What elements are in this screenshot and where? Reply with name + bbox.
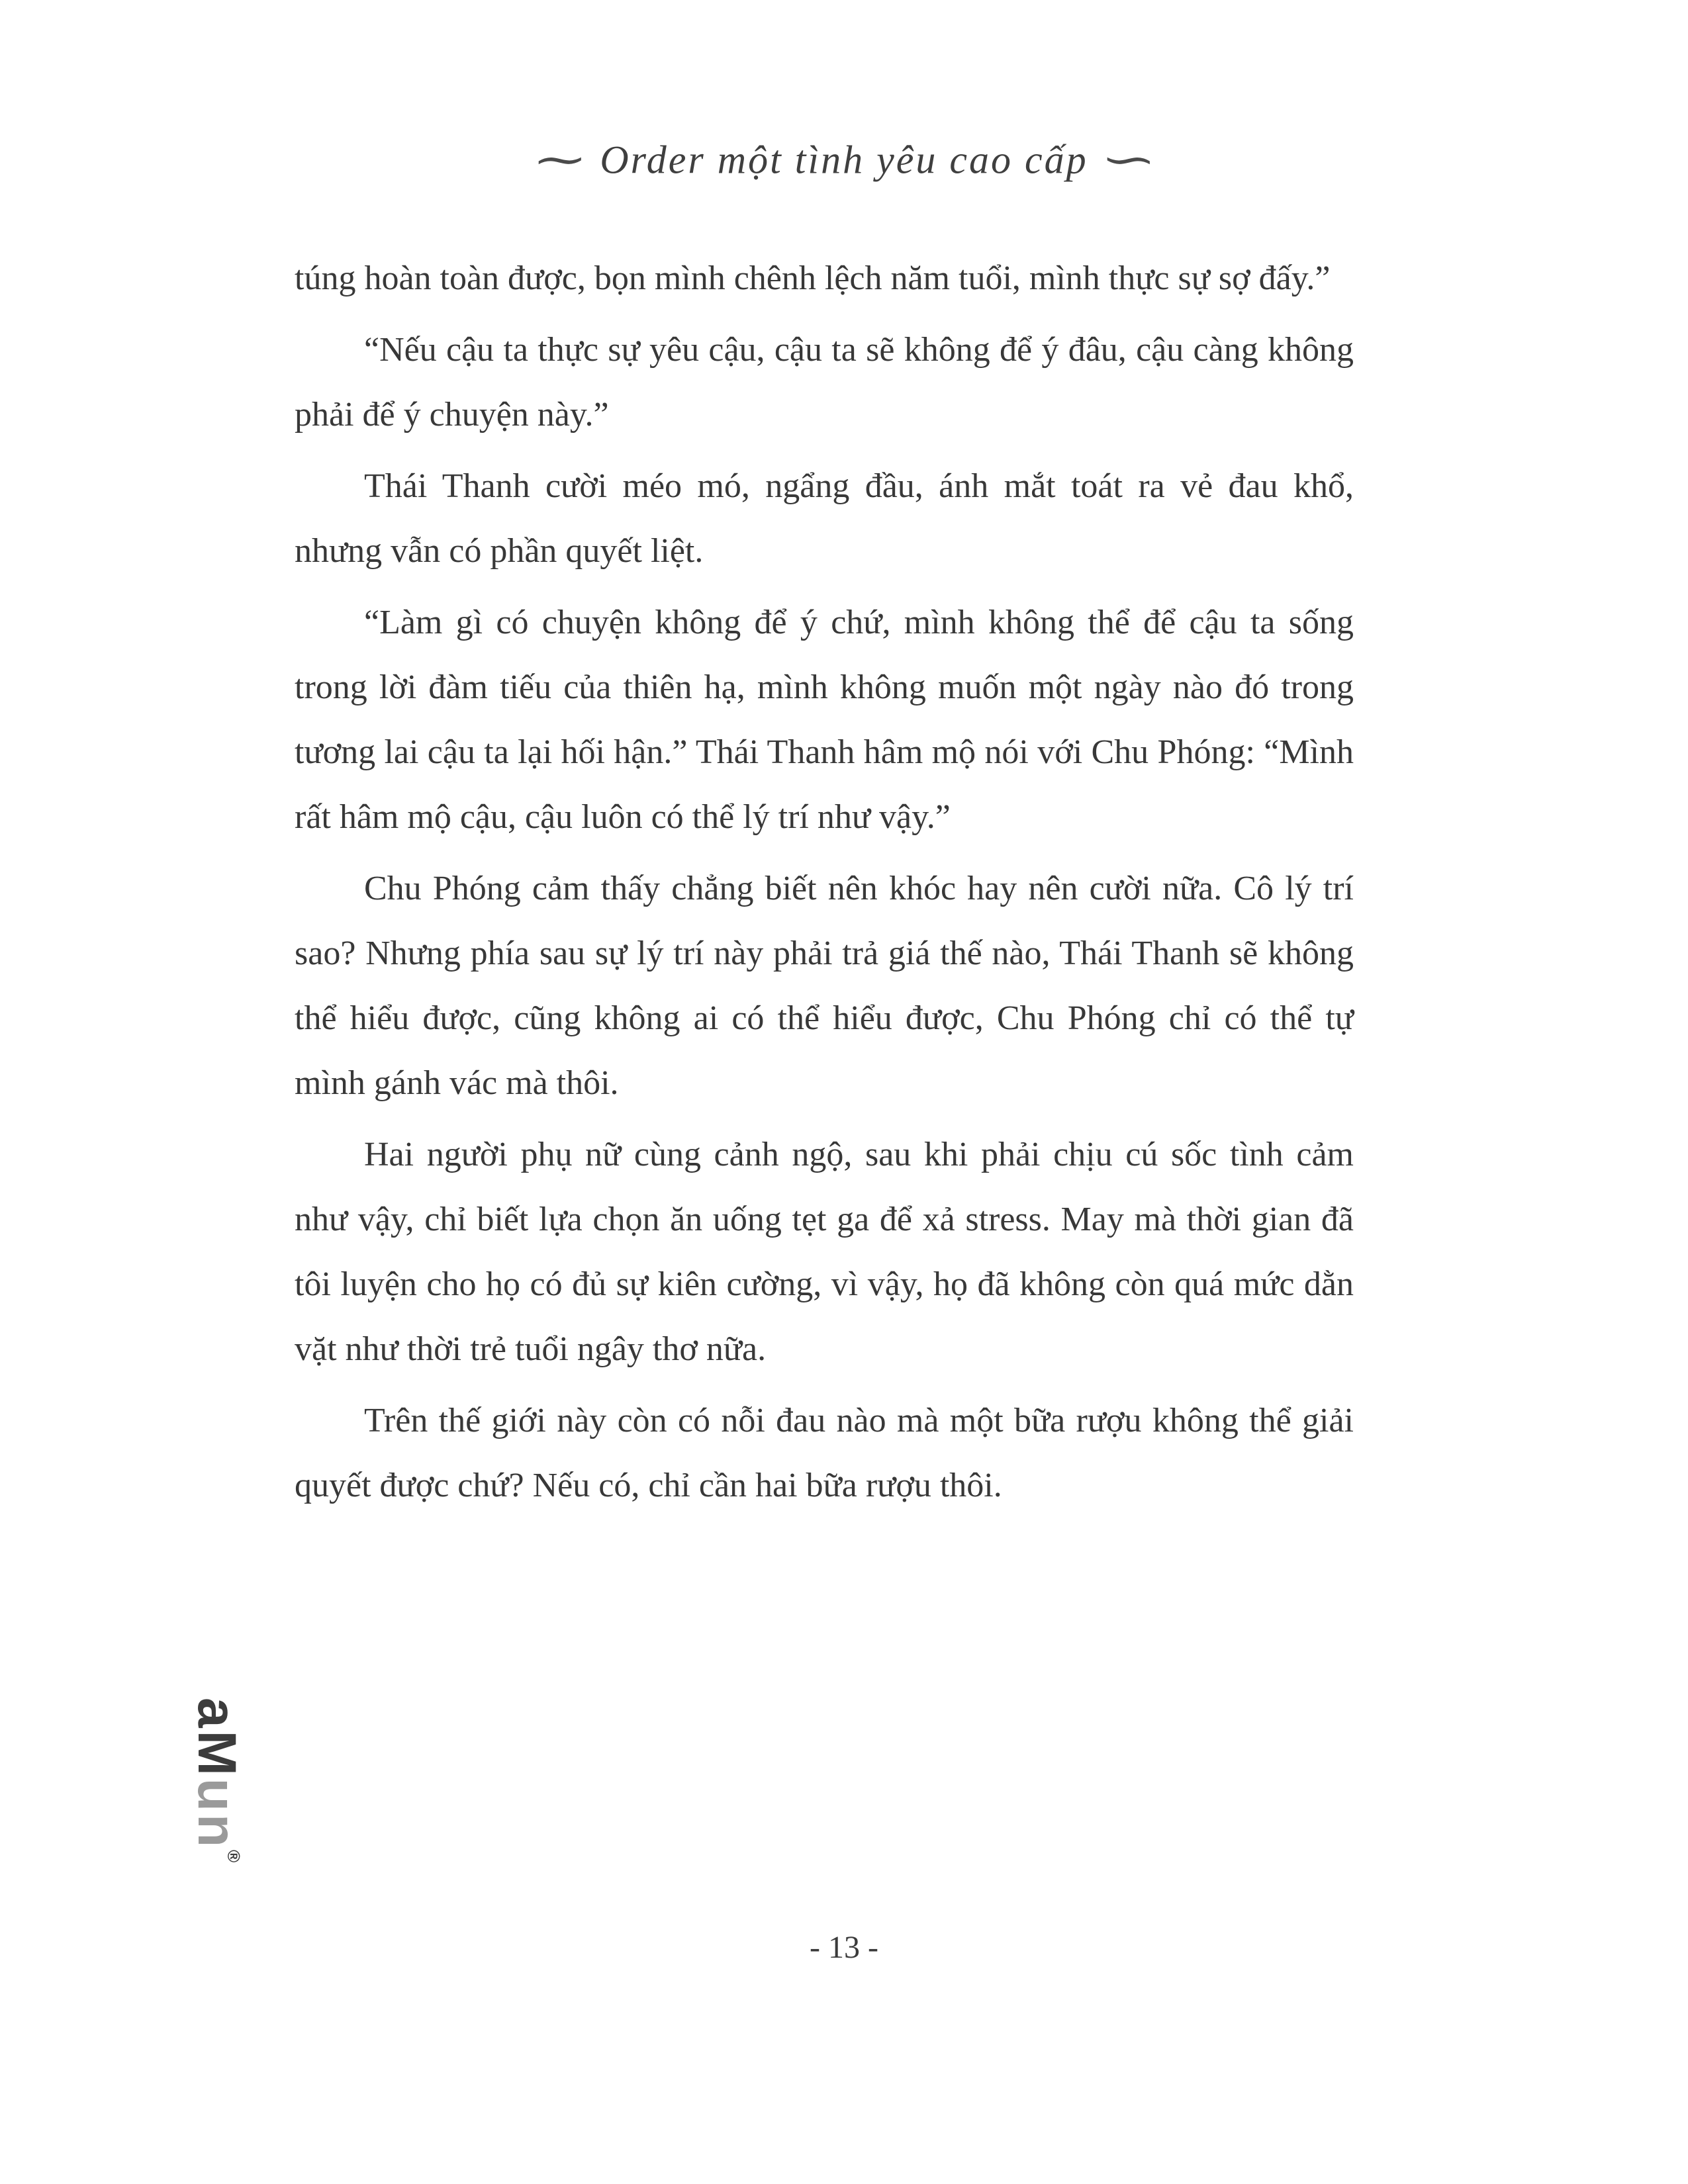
- publisher-logo: [187, 1698, 247, 1863]
- paragraph-1: túng hoàn toàn được, bọn mình chênh lệch năm tuổi, mình thực sự sợ đấy.”: [295, 259, 1331, 297]
- ornament-left-icon: ∼: [531, 136, 588, 185]
- paragraph-6: Hai người phụ nữ cùng cảnh ngộ, sau khi phải chịu cú sốc tình cảm như vậy, chỉ biết lựa chọn ăn uống tẹt ga để xả stress. May mà thời gian đã tôi luyện cho họ có đủ sự kiên cường, vì vậy, họ đã không còn quá mức dằn vặt như thời trẻ tuổi ngây thơ nữa.: [295, 1136, 1354, 1368]
- registered-trademark-icon: ®: [224, 1850, 244, 1863]
- publisher-logo-text-light: un: [187, 1778, 247, 1850]
- paragraph-2: “Nếu cậu ta thực sự yêu cậu, cậu ta sẽ không để ý đâu, cậu càng không phải để ý chuyện này.”: [295, 331, 1354, 433]
- page-number: - 13 -: [810, 1930, 878, 1965]
- running-header: [0, 136, 1688, 185]
- paragraph-5: Chu Phóng cảm thấy chẳng biết nên khóc hay nên cười nữa. Cô lý trí sao? Nhưng phía sau sự lý trí này phải trả giá thế nào, Thái Thanh sẽ không thể hiểu được, cũng không ai có thể hiểu được, Chu Phóng chỉ có thể tự mình gánh vác mà thôi.: [295, 870, 1354, 1102]
- paragraph-7: Trên thế giới này còn có nỗi đau nào mà một bữa rượu không thể giải quyết được chứ? Nếu có, chỉ cần hai bữa rượu thôi.: [295, 1402, 1354, 1504]
- paragraph-3: Thái Thanh cười méo mó, ngẩng đầu, ánh mắt toát ra vẻ đau khổ, nhưng vẫn có phần quyết liệt.: [295, 467, 1354, 570]
- paragraph-4: “Làm gì có chuyện không để ý chứ, mình không thể để cậu ta sống trong lời đàm tiếu của thiên hạ, mình không muốn một ngày nào đó trong tương lai cậu ta lại hối hận.” Thái Thanh hâm mộ nói với Chu Phóng: “Mình rất hâm mộ cậu, cậu luôn có thể lý trí như vậy.”: [295, 604, 1354, 836]
- ornament-right-icon: ∽: [1100, 136, 1157, 185]
- page-body-text: [295, 246, 1354, 1525]
- book-title: Order một tình yêu cao cấp: [600, 138, 1088, 182]
- publisher-logo-text-dark: aM: [187, 1698, 247, 1778]
